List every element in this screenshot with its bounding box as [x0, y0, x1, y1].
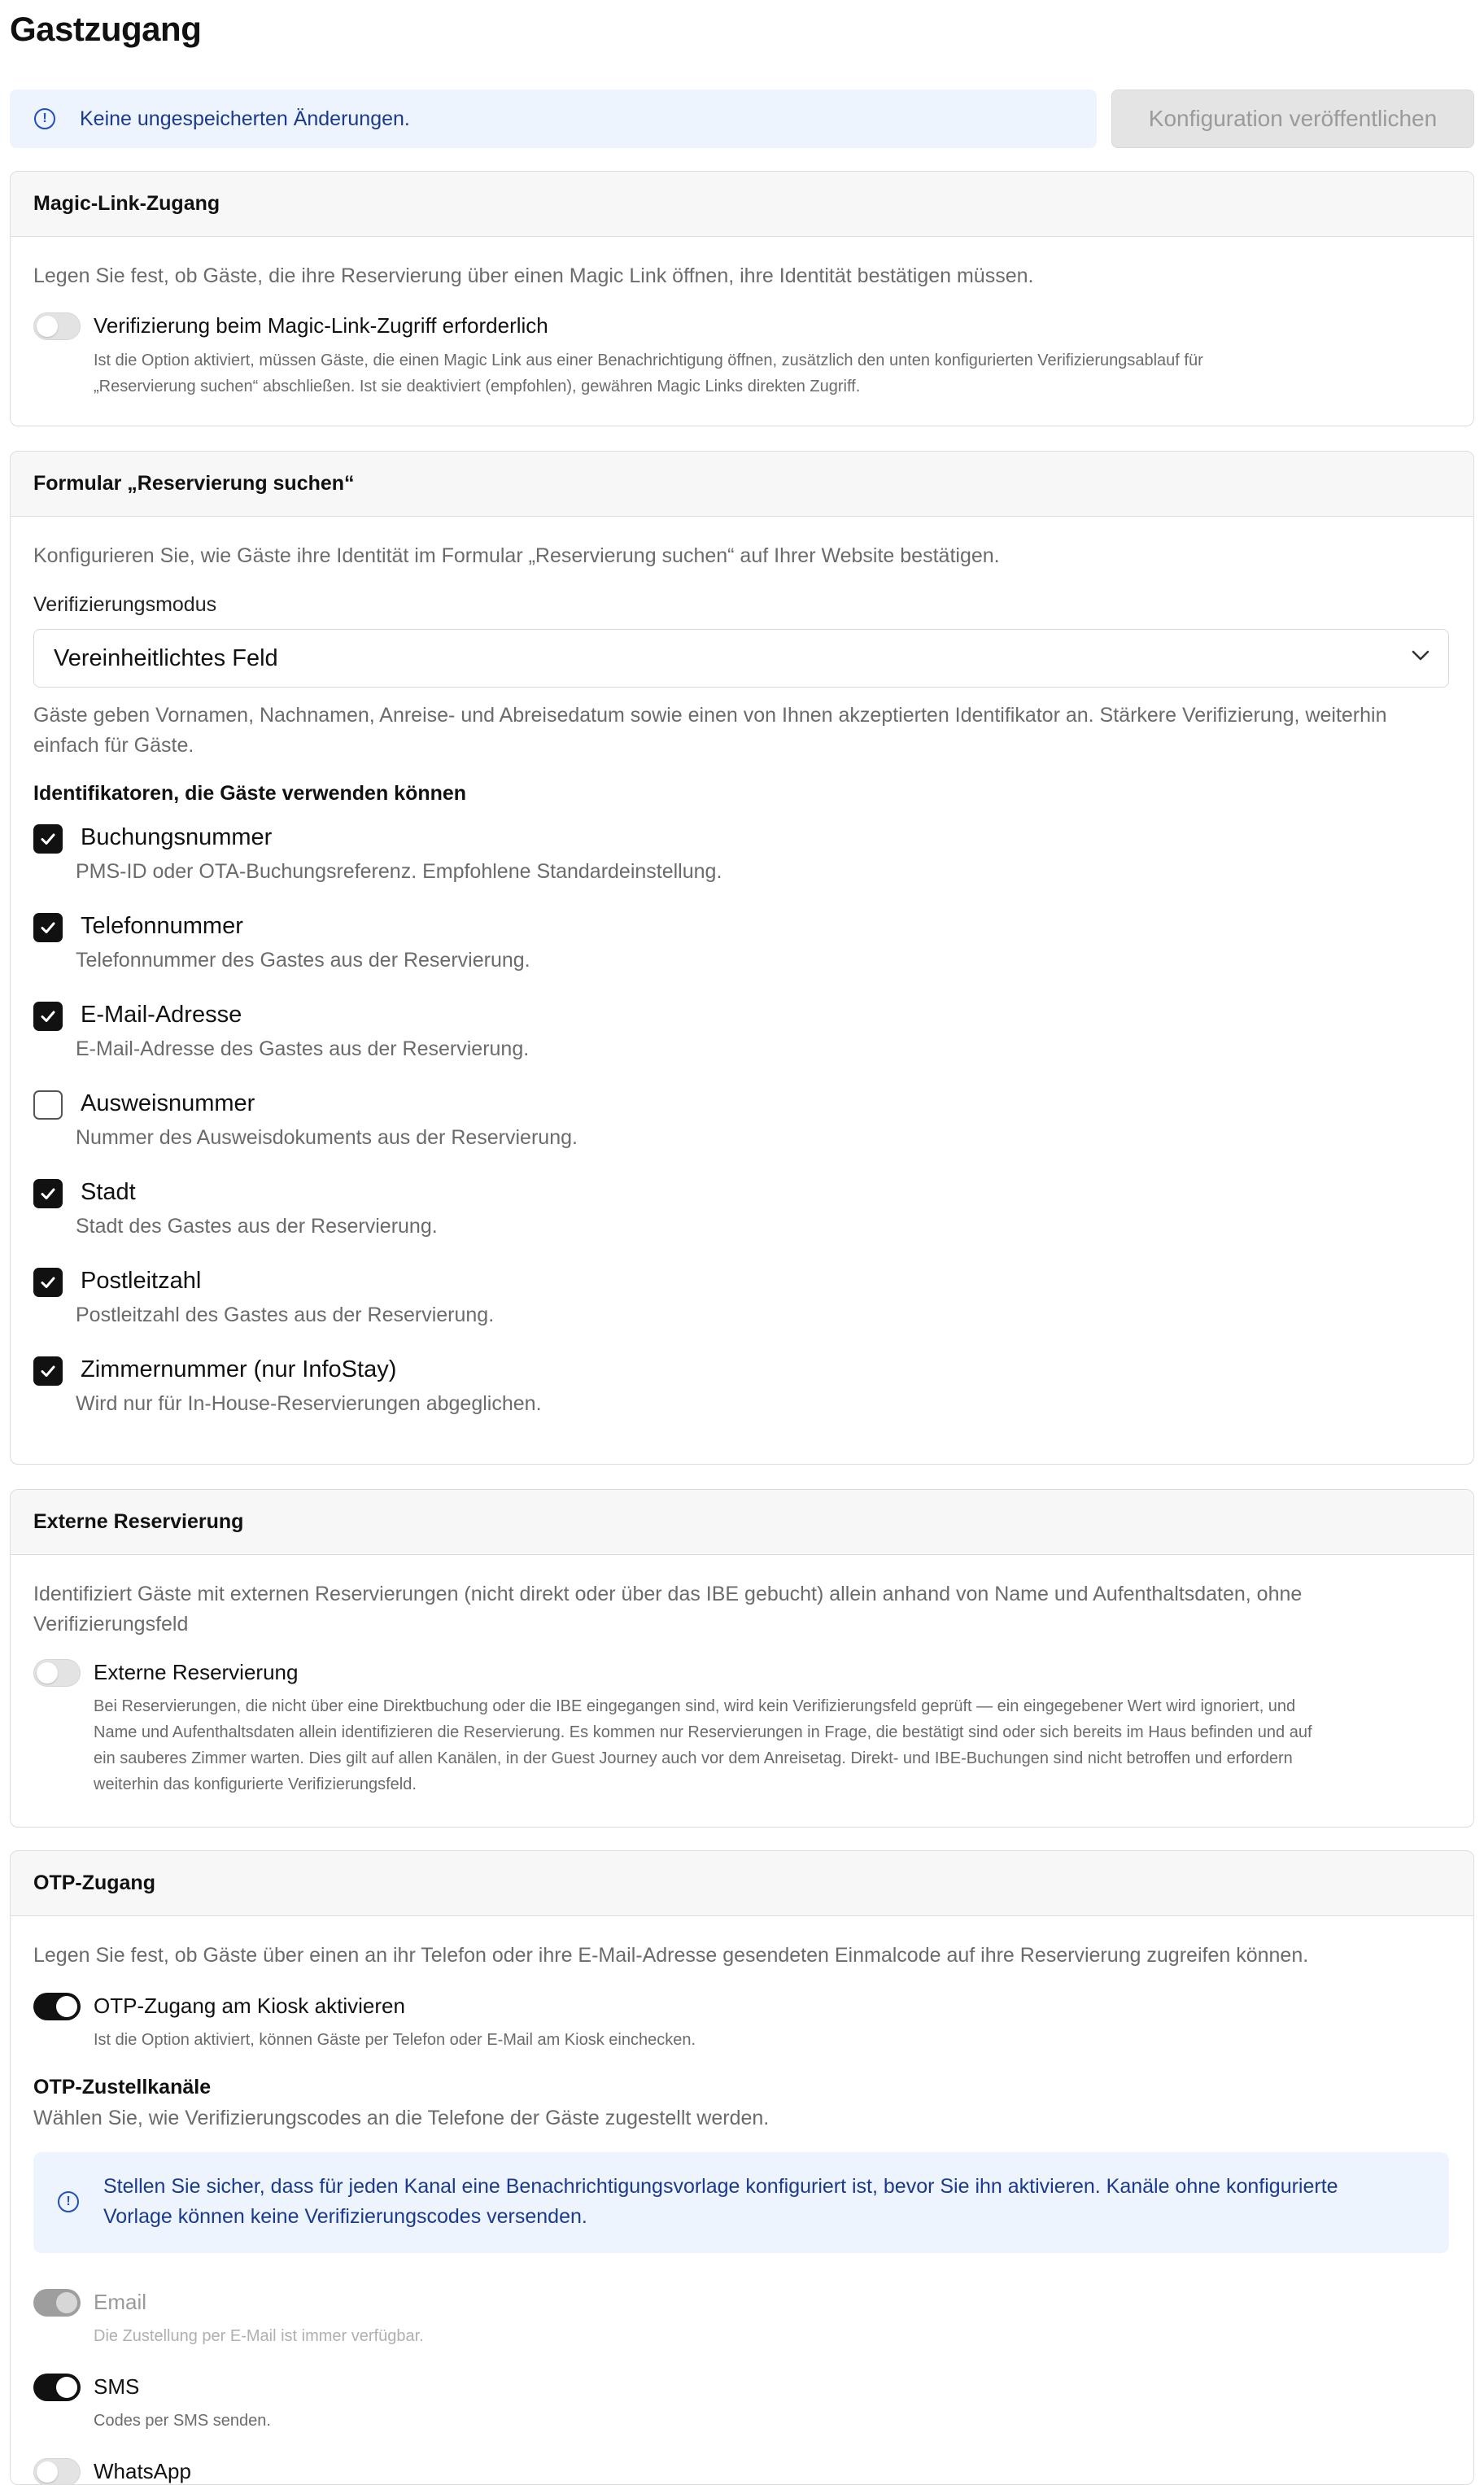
otp-kiosk-toggle[interactable] — [33, 1993, 81, 2020]
external-hint-line4: weiterhin das konfigurierte Verifizierungsfeld. — [94, 1775, 417, 1793]
identifier-description: Wird nur für In-House-Reservierungen abgeglichen. — [76, 1392, 542, 1415]
chevron-down-icon — [1411, 649, 1430, 662]
magic-link-toggle-label: Verifizierung beim Magic-Link-Zugriff erforderlich — [94, 313, 548, 338]
external-reservation-card — [10, 1489, 1474, 1828]
otp-channel-email-toggle[interactable] — [33, 2289, 81, 2317]
identifier-description: Postleitzahl des Gastes aus der Reservierung. — [76, 1304, 495, 1326]
verification-mode-label: Verifizierungsmodus — [33, 593, 217, 616]
checkmark-icon — [38, 1361, 58, 1381]
external-description-line1: Identifiziert Gäste mit externen Reservierungen (nicht direkt oder über das IBE gebucht) allein anhand von Name und Aufenthaltsdaten, ohne — [33, 1583, 1303, 1605]
notice-text-line1: Stellen Sie sicher, dass für jeden Kanal eine Benachrichtigungsvorlage konfiguriert ist, bevor Sie ihn aktivieren. Kanäle ohne konfigurierte — [103, 2175, 1338, 2198]
otp-channels-title: OTP-Zustellkanäle — [33, 2076, 212, 2098]
identifier-label: E-Mail-Adresse — [81, 1002, 242, 1028]
otp-channel-email-hint: Die Zustellung per E-Mail ist immer verfügbar. — [94, 2327, 424, 2345]
status-text: Keine ungespeicherten Änderungen. — [80, 107, 410, 130]
identifier-label: Zimmernummer (nur InfoStay) — [81, 1356, 397, 1382]
otp-channel-email-label: Email — [94, 2290, 147, 2314]
otp-access-card — [10, 1850, 1474, 2485]
checkmark-icon — [38, 829, 58, 849]
identifier-description: E-Mail-Adresse des Gastes aus der Reservierung. — [76, 1037, 530, 1060]
external-hint-line3: ein sauberes Zimmer warten. Dies gilt auf allen Kanälen, in der Guest Journey auch vor dem Anreisetag. Direkt- und IBE-Buchungen sind nicht betroffen und erfordern — [94, 1749, 1293, 1767]
external-toggle-label: Externe Reservierung — [94, 1660, 299, 1684]
verification-mode-select[interactable] — [33, 629, 1449, 688]
external-description-line2: Verifizierungsfeld — [33, 1613, 189, 1636]
identifier-description: Stadt des Gastes aus der Reservierung. — [76, 1215, 438, 1238]
publish-configuration-button[interactable]: Konfiguration veröffentlichen — [1111, 90, 1474, 148]
find-reservation-card-header: Formular „Reservierung suchen“ — [11, 452, 1473, 517]
identifier-checkbox[interactable] — [33, 1268, 63, 1297]
magic-link-hint-line1: Ist die Option aktiviert, müssen Gäste, die einen Magic Link aus einer Benachrichtigung öffnen, zusätzlich den unten konfigurierten Verifizierungsablauf für — [94, 352, 1203, 369]
identifier-checkbox[interactable] — [33, 1179, 63, 1208]
otp-kiosk-label: OTP-Zugang am Kiosk aktivieren — [94, 1994, 405, 2018]
identifiers-label: Identifikatoren, die Gäste verwenden können — [33, 782, 467, 805]
magic-link-verification-toggle[interactable] — [33, 312, 81, 340]
checkmark-icon — [38, 1184, 58, 1203]
otp-description: Legen Sie fest, ob Gäste über einen an ihr Telefon oder ihre E-Mail-Adresse gesendeten Einmalcode auf ihre Reservierung zugreifen können. — [33, 1944, 1309, 1967]
identifier-checkbox[interactable] — [33, 1356, 63, 1386]
magic-link-hint-line2: „Reservierung suchen“ abschließen. Ist sie deaktiviert (empfohlen), gewähren Magic Links direkten Zugriff. — [94, 378, 861, 395]
otp-channels-description: Wählen Sie, wie Verifizierungscodes an die Telefone der Gäste zugestellt werden. — [33, 2107, 770, 2129]
checkmark-icon — [38, 1273, 58, 1292]
info-icon: ! — [34, 108, 55, 129]
otp-channel-sms-hint: Codes per SMS senden. — [94, 2412, 271, 2430]
verification-mode-help-line2: einfach für Gäste. — [33, 734, 194, 757]
magic-link-card — [10, 171, 1474, 426]
notice-text-line2: Vorlage können keine Verifizierungscodes versenden. — [103, 2205, 587, 2228]
identifier-checkbox[interactable] — [33, 1002, 63, 1031]
identifier-label: Postleitzahl — [81, 1268, 202, 1294]
identifier-label: Buchungsnummer — [81, 824, 273, 850]
checkmark-icon — [38, 1007, 58, 1026]
page-title: Gastzugang — [10, 10, 202, 48]
external-hint-line1: Bei Reservierungen, die nicht über eine Direktbuchung oder die IBE eingegangen sind, wird kein Verifizierungsfeld geprüft — ein eingegebener Wert wird ignoriert, und — [94, 1697, 1296, 1715]
identifier-description: Telefonnummer des Gastes aus der Reservierung. — [76, 949, 530, 972]
find-reservation-card — [10, 451, 1474, 1465]
unsaved-status-bar — [10, 90, 1097, 148]
external-hint-line2: Name und Aufenthaltsdaten allein identifizieren die Reservierung. Es kommen nur Reservierungen in Frage, die bestätigt sind oder sich bereits im Haus befinden und auf — [94, 1723, 1312, 1741]
identifier-label: Telefonnummer — [81, 913, 243, 939]
identifier-label: Stadt — [81, 1179, 136, 1205]
checkmark-icon — [38, 918, 58, 937]
otp-channel-whatsapp-toggle[interactable] — [33, 2458, 81, 2485]
magic-link-description: Legen Sie fest, ob Gäste, die ihre Reservierung über einen Magic Link öffnen, ihre Identität bestätigen müssen. — [33, 264, 1034, 287]
identifier-description: Nummer des Ausweisdokuments aus der Reservierung. — [76, 1126, 578, 1149]
external-reservation-card-header: Externe Reservierung — [11, 1490, 1473, 1555]
find-reservation-description: Konfigurieren Sie, wie Gäste ihre Identität im Formular „Reservierung suchen“ auf Ihrer Website bestätigen. — [33, 544, 1000, 567]
magic-link-card-header: Magic-Link-Zugang — [11, 172, 1473, 237]
template-notice — [33, 2152, 1449, 2253]
otp-channel-sms-label: SMS — [94, 2374, 140, 2399]
external-reservation-toggle[interactable] — [33, 1659, 81, 1687]
identifier-checkbox[interactable] — [33, 1090, 63, 1120]
otp-channel-sms-toggle[interactable] — [33, 2374, 81, 2401]
identifier-label: Ausweisnummer — [81, 1090, 255, 1116]
verification-mode-value: Vereinheitlichtes Feld — [54, 644, 278, 671]
verification-mode-help-line1: Gäste geben Vornamen, Nachnamen, Anreise- und Abreisedatum sowie einen von Ihnen akzeptierten Identifikator an. Stärkere Verifizierung, weiterhin — [33, 704, 1387, 727]
otp-kiosk-hint: Ist die Option aktiviert, können Gäste per Telefon oder E-Mail am Kiosk einchecken. — [94, 2031, 696, 2049]
otp-channel-whatsapp-label: WhatsApp — [94, 2459, 191, 2483]
info-icon: ! — [58, 2191, 79, 2212]
identifier-description: PMS-ID oder OTA-Buchungsreferenz. Empfohlene Standardeinstellung. — [76, 860, 722, 883]
identifier-checkbox[interactable] — [33, 824, 63, 854]
otp-card-header: OTP-Zugang — [11, 1851, 1473, 1916]
identifier-checkbox[interactable] — [33, 913, 63, 942]
